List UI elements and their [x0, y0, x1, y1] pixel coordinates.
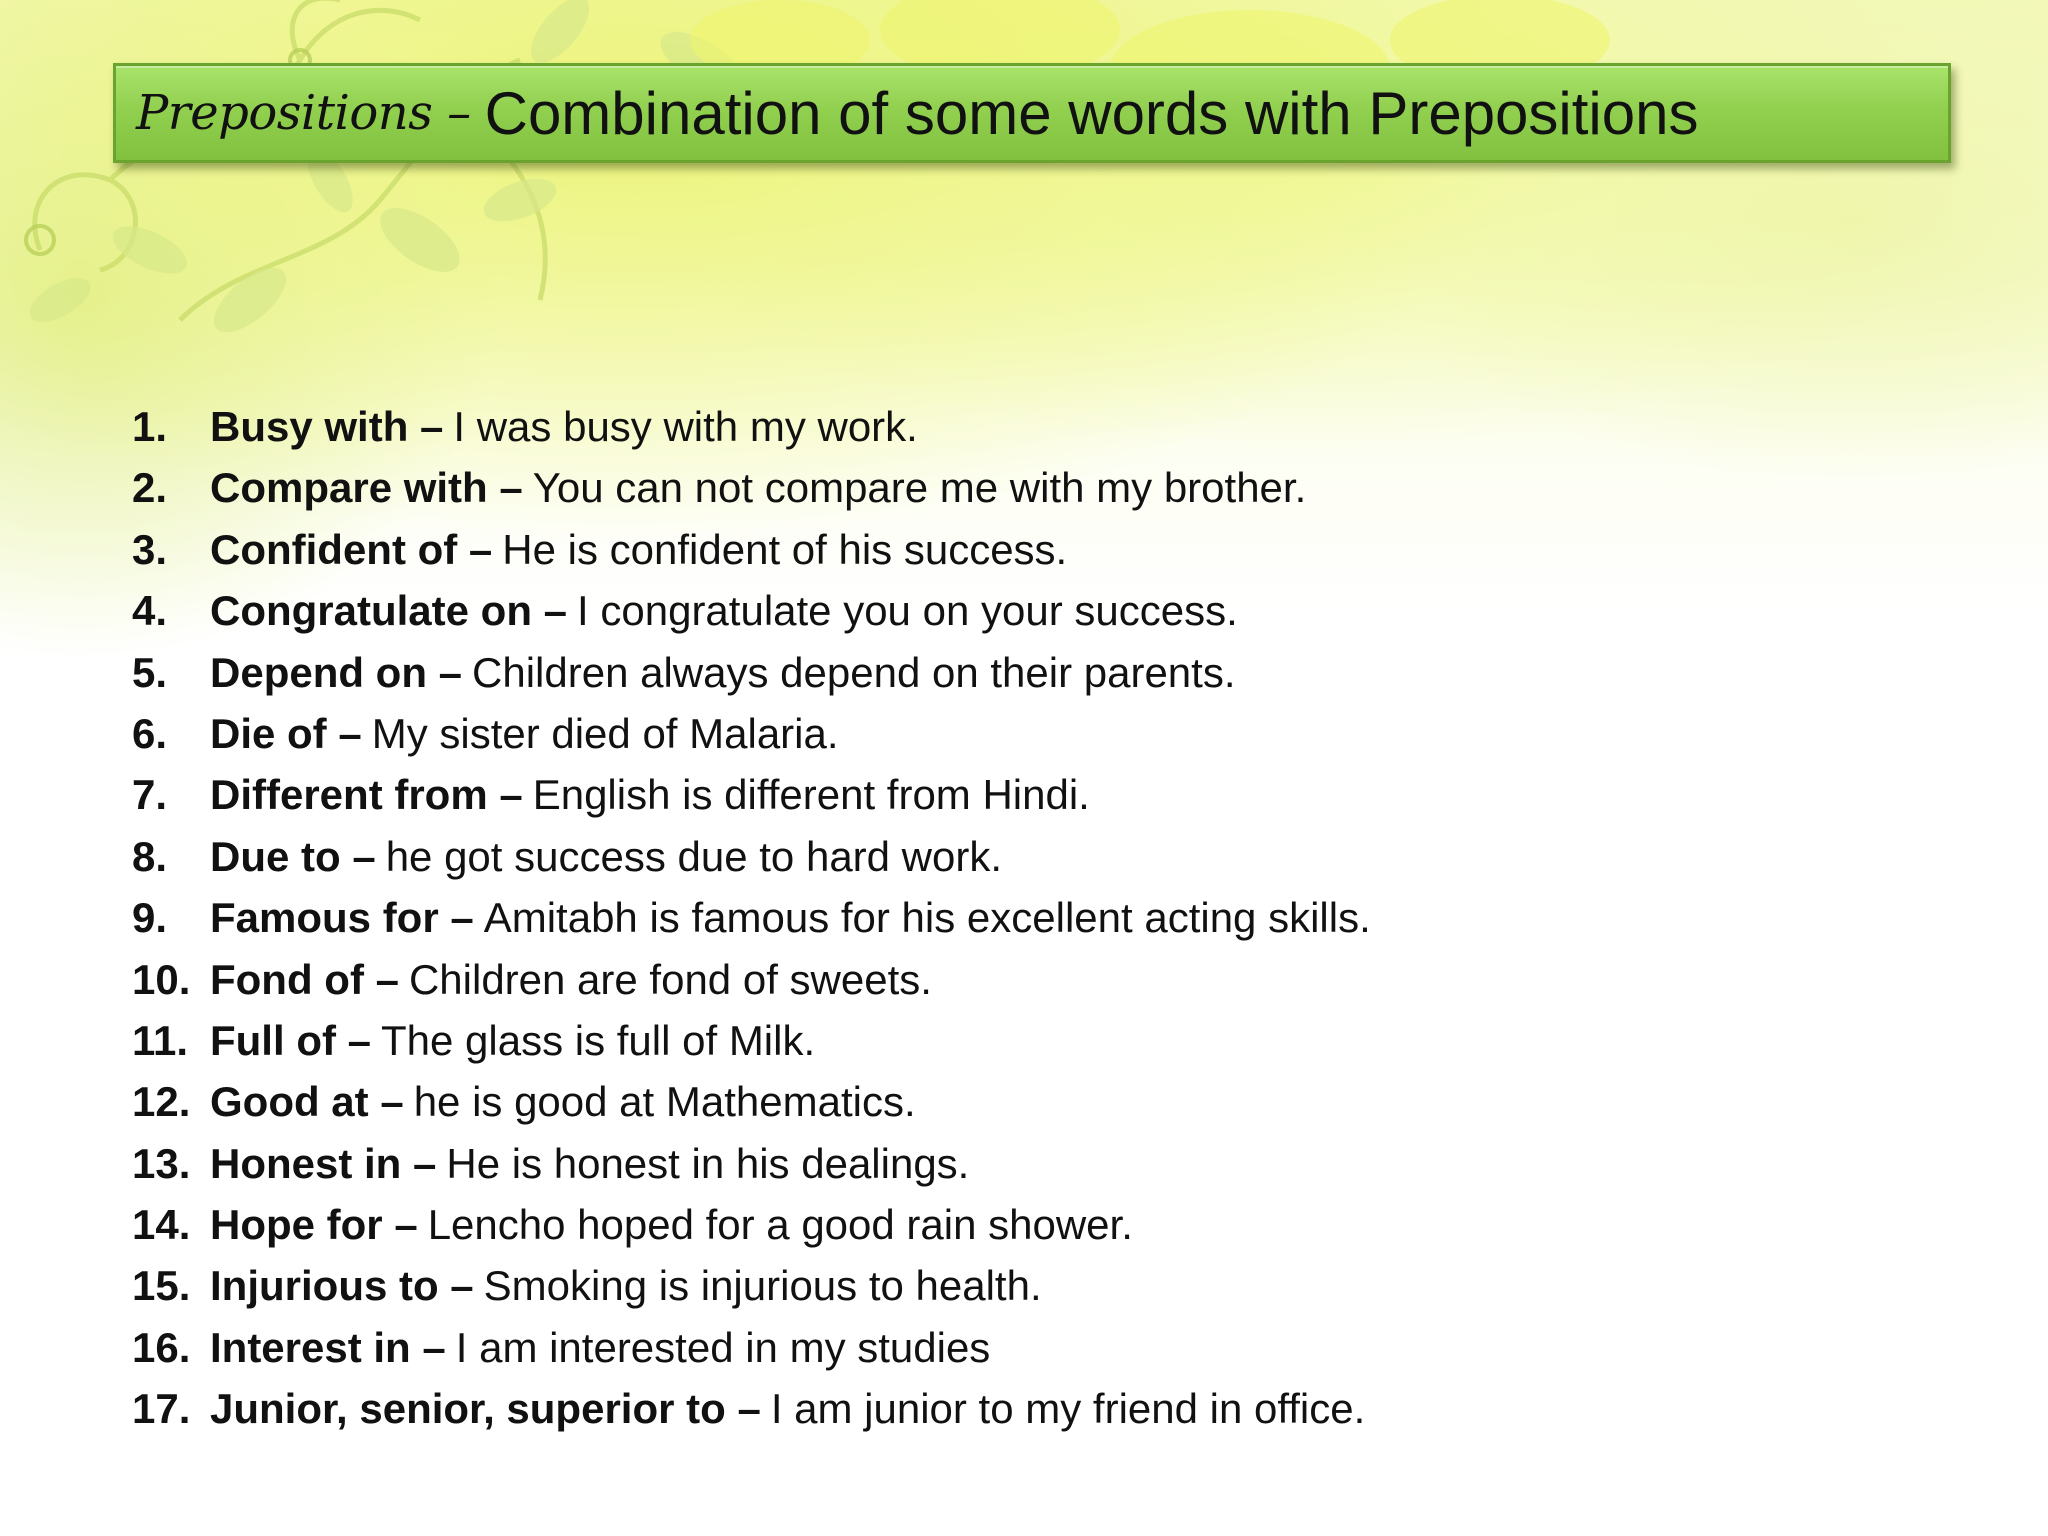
item-term: Honest in –: [210, 1139, 437, 1187]
list-item: [132, 1010, 1932, 1071]
item-example: He is confident of his success.: [502, 525, 1068, 573]
item-number: 5.: [132, 648, 168, 696]
list-item: [132, 580, 1932, 641]
list-item: [132, 1194, 1932, 1255]
item-number: 15.: [132, 1262, 191, 1310]
list-item: [132, 457, 1932, 518]
item-example: I congratulate you on your success.: [577, 587, 1238, 635]
item-term: Congratulate on –: [210, 587, 568, 635]
title-bar: [113, 63, 1951, 163]
item-term: Confident of –: [210, 525, 493, 573]
item-term: Famous for –: [210, 894, 474, 942]
list-item: [132, 887, 1932, 948]
item-example: I was busy with my work.: [453, 403, 918, 450]
list-item: [132, 949, 1932, 1010]
list-item: [132, 1317, 1932, 1378]
item-number: 1.: [132, 403, 168, 450]
item-term: Fond of –: [210, 955, 399, 1003]
item-example: You can not compare me with my brother.: [532, 464, 1307, 512]
item-term: Different from –: [210, 771, 523, 819]
item-term: Busy with –: [210, 403, 444, 450]
item-number: 4.: [132, 587, 168, 635]
item-number: 11.: [132, 1016, 189, 1064]
item-example: The glass is full of Milk.: [381, 1016, 816, 1064]
item-example: I am interested in my studies: [455, 1323, 991, 1371]
list-item: [132, 1133, 1932, 1194]
item-term: Full of –: [210, 1016, 371, 1064]
item-number: 9.: [132, 894, 168, 942]
item-example: Lencho hoped for a good rain shower.: [427, 1201, 1133, 1249]
item-number: 3.: [132, 525, 168, 573]
list-item: [132, 519, 1932, 580]
item-number: 13.: [132, 1139, 191, 1187]
list-item: [132, 1378, 1932, 1439]
item-term: Due to –: [210, 832, 376, 880]
item-term: Junior, senior, superior to –: [210, 1385, 761, 1433]
list-item: [132, 396, 1932, 457]
item-example: He is honest in his dealings.: [446, 1139, 970, 1187]
item-term: Hope for –: [210, 1201, 418, 1249]
item-number: 8.: [132, 832, 168, 880]
item-example: Amitabh is famous for his excellent acting skills.: [483, 894, 1371, 942]
item-example: English is different from Hindi.: [532, 771, 1090, 819]
item-number: 10.: [132, 955, 191, 1003]
item-term: Compare with –: [210, 464, 523, 512]
item-example: Children are fond of sweets.: [408, 955, 932, 1003]
item-example: I am junior to my friend in office.: [770, 1385, 1366, 1433]
item-example: Smoking is injurious to health.: [483, 1262, 1042, 1310]
item-number: 6.: [132, 709, 168, 757]
item-number: 7.: [132, 771, 168, 819]
list-item: [132, 642, 1932, 703]
item-number: 2.: [132, 464, 168, 512]
list-item: [132, 1071, 1932, 1132]
item-term: Injurious to –: [210, 1262, 474, 1310]
item-term: Depend on –: [210, 648, 463, 696]
item-term: Good at –: [210, 1078, 404, 1126]
title-prefix: Prepositions –: [136, 85, 471, 141]
item-number: 12.: [132, 1078, 191, 1126]
list-item: [132, 1255, 1932, 1316]
item-term: Interest in –: [210, 1323, 446, 1371]
item-example: he got success due to hard work.: [385, 832, 1003, 880]
preposition-list: [132, 396, 1932, 1440]
list-item: [132, 703, 1932, 764]
item-number: 16.: [132, 1323, 191, 1371]
page-title: Combination of some words with Prepositions: [484, 79, 1699, 147]
list-item: [132, 764, 1932, 825]
item-number: 17.: [132, 1385, 191, 1433]
item-term: Die of –: [210, 709, 362, 757]
item-number: 14.: [132, 1201, 191, 1249]
item-example: he is good at Mathematics.: [413, 1078, 916, 1126]
list-item: [132, 826, 1932, 887]
item-example: My sister died of Malaria.: [371, 709, 839, 757]
item-example: Children always depend on their parents.: [472, 648, 1236, 696]
